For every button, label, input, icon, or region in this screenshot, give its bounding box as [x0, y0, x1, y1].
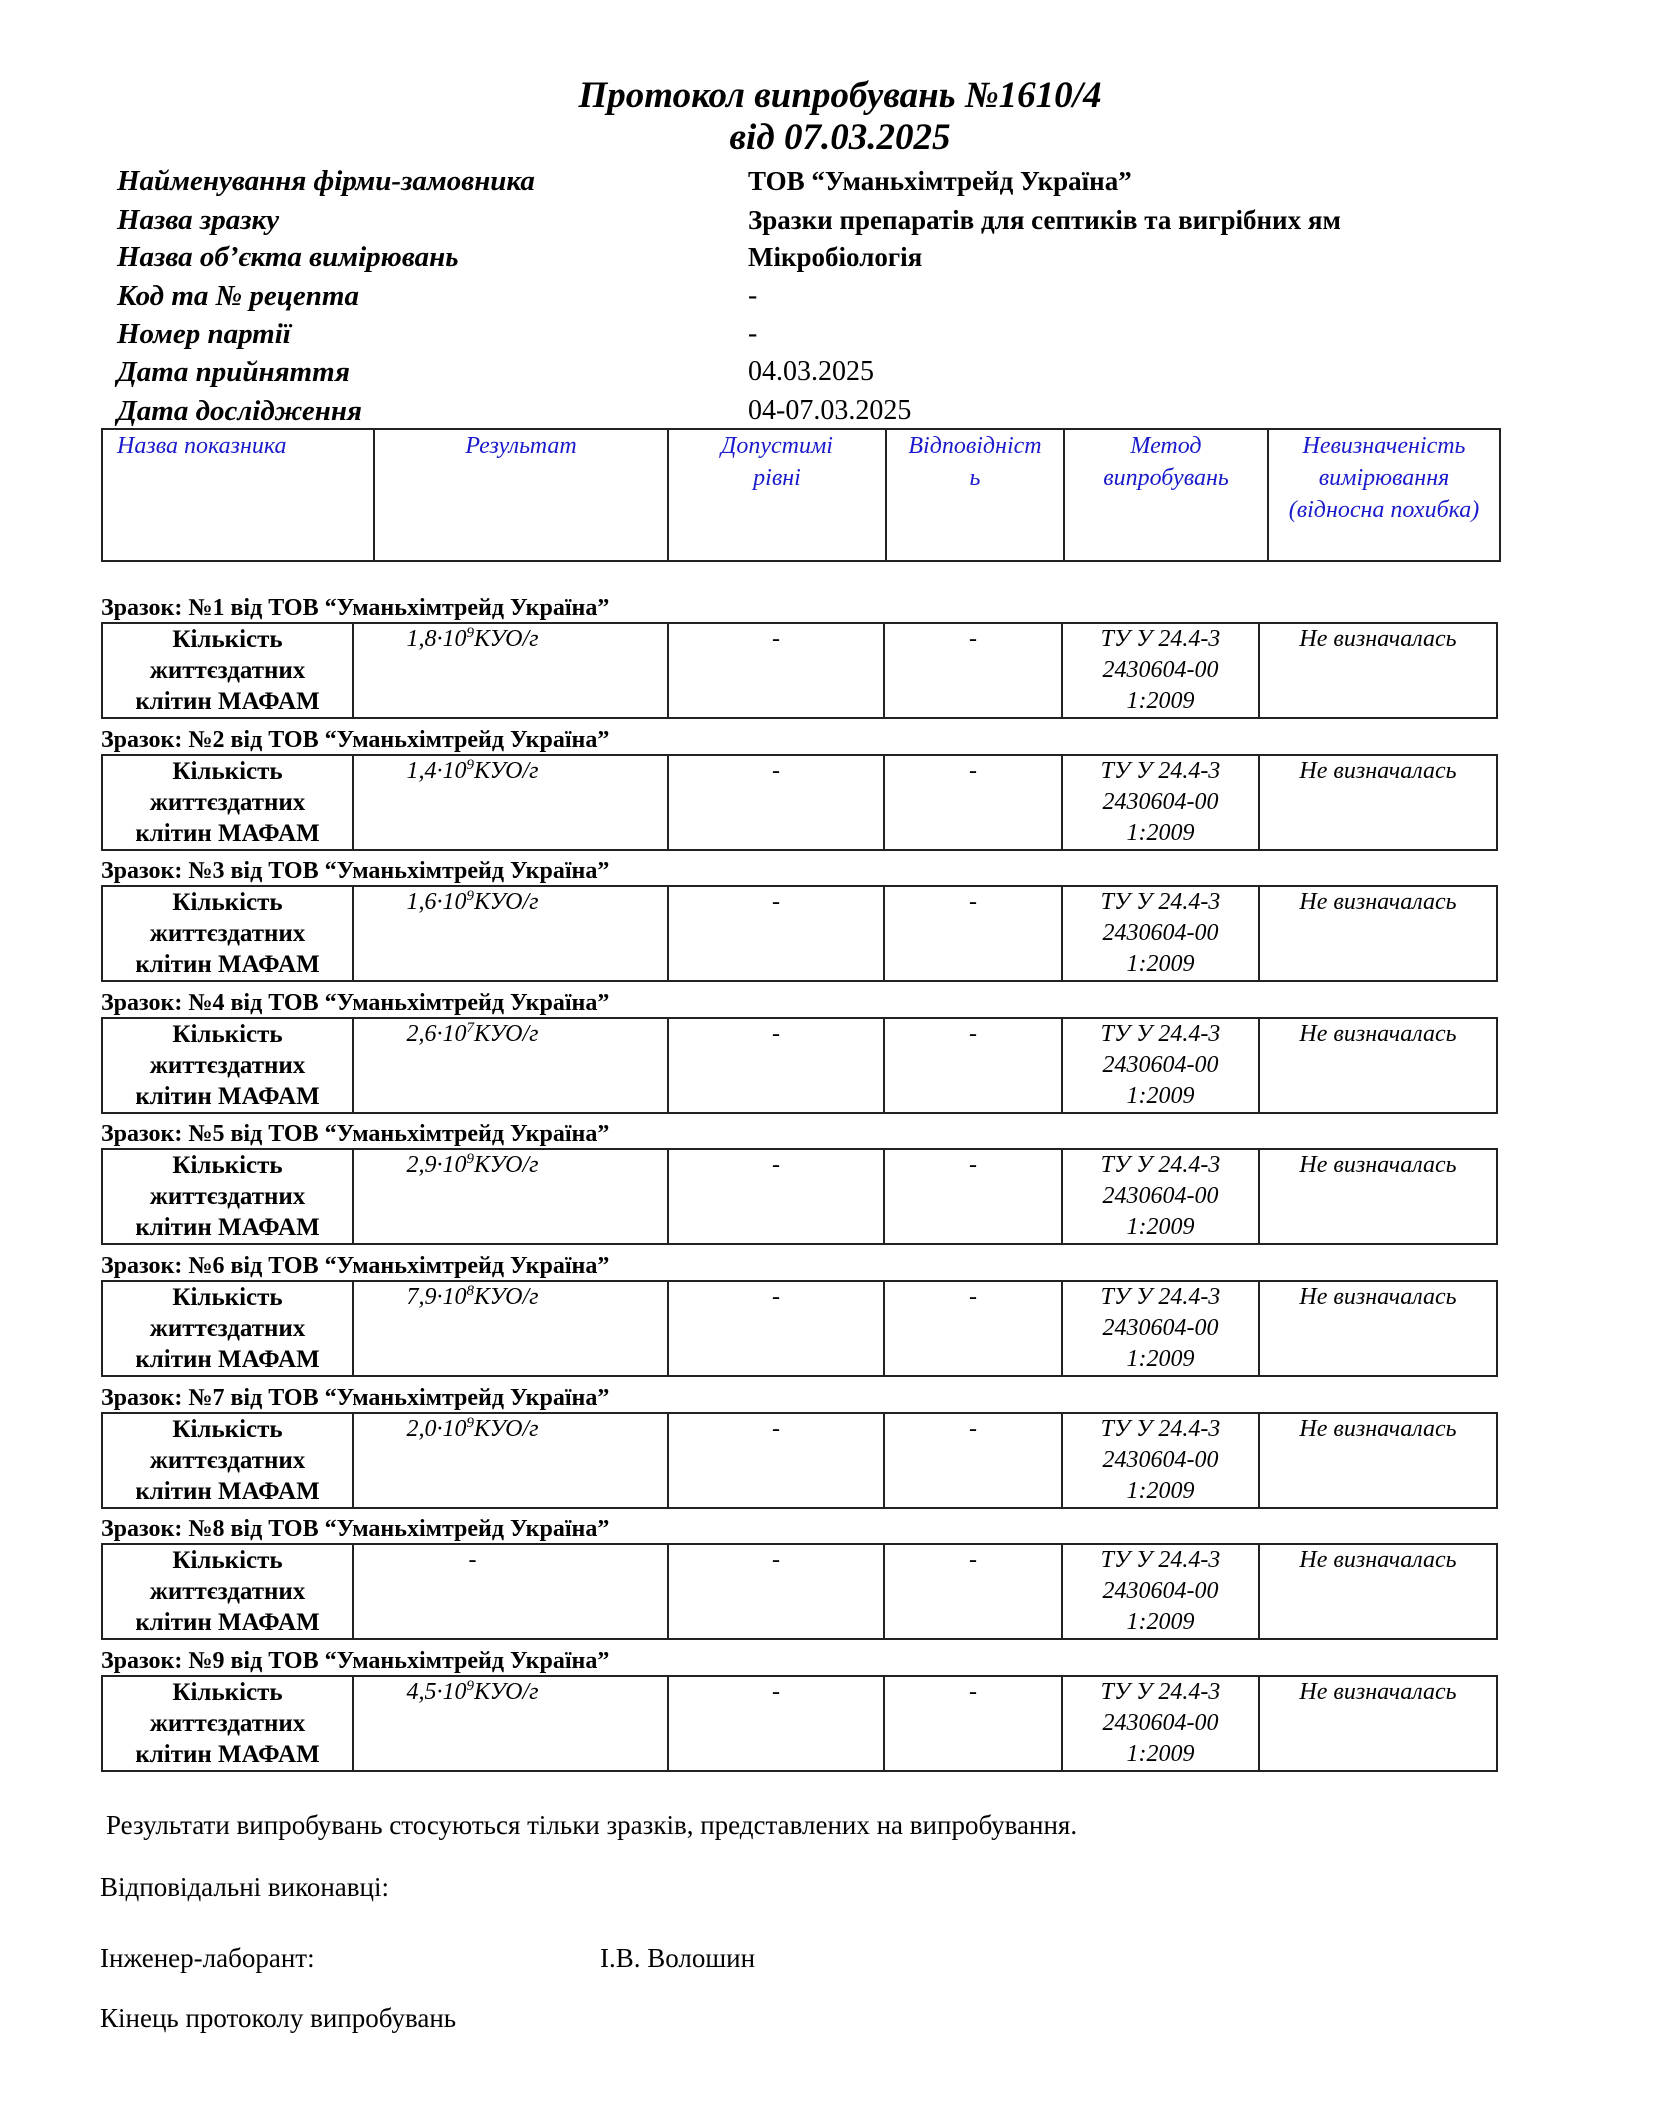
result-unit: КУО/г — [474, 1284, 539, 1310]
sample-table — [101, 885, 1498, 982]
result-unit: КУО/г — [474, 757, 539, 784]
result-exponent: 7 — [466, 1019, 474, 1036]
allowed-levels: - — [668, 1676, 884, 1771]
result-value — [353, 623, 668, 718]
info-value-sample-name: Зразки препаратів для септиків та вигрібних ям — [748, 205, 1341, 235]
sample-table — [101, 622, 1498, 719]
header-compliance: Відповідність — [886, 429, 1064, 561]
result-value — [353, 886, 668, 981]
sample-label: Зразок: №3 від ТОВ “Уманьхімтрейд Україна” — [101, 858, 610, 885]
info-label-recipe: Код та № рецепта — [117, 280, 359, 312]
compliance: - — [884, 1149, 1062, 1244]
sample-table — [101, 1412, 1498, 1509]
header-indicator-name: Назва показника — [102, 429, 374, 561]
result-mantissa: 1,4·10 — [406, 757, 467, 784]
info-value-customer: ТОВ “Уманьхімтрейд Україна” — [748, 166, 1132, 196]
sample-label: Зразок: №6 від ТОВ “Уманьхімтрейд Україна” — [101, 1253, 610, 1279]
result-value — [353, 1676, 668, 1771]
info-value-accept-date: 04.03.2025 — [748, 356, 874, 387]
uncertainty: Не визначалась — [1259, 1149, 1497, 1244]
header-allowed-levels: Допустимі рівні — [668, 429, 886, 561]
compliance: - — [884, 1413, 1062, 1508]
uncertainty: Не визначалась — [1259, 1676, 1497, 1771]
table-row — [102, 1413, 1497, 1508]
header-test-method: Метод випробувань — [1064, 429, 1268, 561]
test-method: ТУ У 24.4-32430604-001:2009 — [1062, 1413, 1259, 1508]
result-exponent: 9 — [466, 756, 474, 773]
info-value-batch: - — [748, 318, 758, 349]
indicator-name: Кількість життєздатних клітин МАФАМ — [102, 886, 353, 981]
sample-label: Зразок: №1 від ТОВ “Уманьхімтрейд Україна” — [101, 595, 610, 621]
result-exponent: 9 — [466, 888, 474, 905]
info-label-object: Назва об’єкта вимірювань — [117, 241, 459, 273]
compliance: - — [884, 623, 1062, 718]
uncertainty: Не визначалась — [1259, 1281, 1497, 1376]
result-mantissa: 1,8·10 — [406, 626, 467, 652]
test-method: ТУ У 24.4-32430604-001:2009 — [1062, 886, 1259, 981]
responsible-label: Відповідальні виконавці: — [100, 1872, 389, 1902]
sample-label: Зразок: №7 від ТОВ “Уманьхімтрейд Україна” — [101, 1384, 610, 1411]
allowed-levels: - — [668, 886, 884, 981]
document-date: від 07.03.2025 — [729, 117, 951, 158]
result-exponent: 9 — [466, 625, 474, 641]
info-label-customer: Найменування фірми-замовника — [117, 165, 535, 197]
result-mantissa: 2,9·10 — [406, 1152, 467, 1179]
compliance: - — [884, 1676, 1062, 1771]
disclaimer-text: Результати випробувань стосуються тільки зразків, представлених на випробування. — [106, 1810, 1078, 1840]
sample-table — [101, 1280, 1498, 1377]
indicator-name: Кількість життєздатних клітин МАФАМ — [102, 1281, 353, 1376]
info-label-batch: Номер партії — [117, 318, 291, 350]
sample-label: Зразок: №4 від ТОВ “Уманьхімтрейд Україна” — [101, 989, 610, 1016]
compliance: - — [884, 1281, 1062, 1376]
result-value — [353, 1544, 668, 1639]
table-row — [102, 1149, 1497, 1244]
allowed-levels: - — [668, 1281, 884, 1376]
result-value — [353, 1413, 668, 1508]
table-row — [102, 1544, 1497, 1639]
table-row — [102, 755, 1497, 850]
indicator-name: Кількість життєздатних клітин МАФАМ — [102, 623, 353, 718]
result-mantissa: 1,6·10 — [406, 889, 467, 916]
header-uncertainty: Невизначеність вимірювання (відносна похибка) — [1268, 429, 1500, 561]
compliance: - — [884, 886, 1062, 981]
test-method: ТУ У 24.4-32430604-001:2009 — [1062, 1281, 1259, 1376]
compliance: - — [884, 1544, 1062, 1639]
test-method: ТУ У 24.4-32430604-001:2009 — [1062, 1676, 1259, 1771]
engineer-name: І.В. Волошин — [600, 1943, 756, 1973]
result-mantissa: 7,9·10 — [406, 1284, 467, 1310]
sample-label: Зразок: №9 від ТОВ “Уманьхімтрейд Україна” — [101, 1647, 610, 1674]
document-title: Протокол випробувань №1610/4 — [578, 75, 1102, 116]
info-label-accept-date: Дата прийняття — [117, 356, 350, 388]
uncertainty: Не визначалась — [1259, 1413, 1497, 1508]
uncertainty: Не визначалась — [1259, 886, 1497, 981]
result-exponent: 9 — [466, 1414, 474, 1431]
result-mantissa: 2,6·10 — [406, 1020, 467, 1047]
test-method: ТУ У 24.4-32430604-001:2009 — [1062, 755, 1259, 850]
indicator-name: Кількість життєздатних клітин МАФАМ — [102, 1544, 353, 1639]
uncertainty: Не визначалась — [1259, 1544, 1497, 1639]
table-row — [102, 1018, 1497, 1113]
allowed-levels: - — [668, 623, 884, 718]
uncertainty: Не визначалась — [1259, 1018, 1497, 1113]
uncertainty: Не визначалась — [1259, 755, 1497, 850]
test-method: ТУ У 24.4-32430604-001:2009 — [1062, 1018, 1259, 1113]
result-mantissa: - — [468, 1547, 477, 1574]
info-value-study-date: 04-07.03.2025 — [748, 395, 912, 426]
indicator-name: Кількість життєздатних клітин МАФАМ — [102, 1413, 353, 1508]
result-unit: КУО/г — [474, 1152, 539, 1179]
results-table-header — [101, 428, 1501, 562]
sample-table — [101, 1675, 1498, 1772]
result-value — [353, 755, 668, 850]
result-exponent: 8 — [466, 1283, 474, 1299]
allowed-levels: - — [668, 1149, 884, 1244]
test-method: ТУ У 24.4-32430604-001:2009 — [1062, 1149, 1259, 1244]
result-unit: КУО/г — [474, 889, 539, 916]
engineer-role: Інженер-лаборант: — [100, 1943, 315, 1973]
uncertainty: Не визначалась — [1259, 623, 1497, 718]
sample-table — [101, 754, 1498, 851]
result-unit: КУО/г — [474, 1415, 539, 1442]
indicator-name: Кількість життєздатних клітин МАФАМ — [102, 755, 353, 850]
sample-table — [101, 1017, 1498, 1114]
compliance: - — [884, 1018, 1062, 1113]
table-row — [102, 1676, 1497, 1771]
result-unit: КУО/г — [474, 1020, 539, 1047]
allowed-levels: - — [668, 1413, 884, 1508]
indicator-name: Кількість життєздатних клітин МАФАМ — [102, 1676, 353, 1771]
result-mantissa: 2,0·10 — [406, 1415, 467, 1442]
sample-label: Зразок: №2 від ТОВ “Уманьхімтрейд Україна” — [101, 726, 610, 753]
table-row — [102, 623, 1497, 718]
table-row — [102, 1281, 1497, 1376]
compliance: - — [884, 755, 1062, 850]
header-result: Результат — [374, 429, 668, 561]
sample-label: Зразок: №8 від ТОВ “Уманьхімтрейд Україна” — [101, 1516, 610, 1543]
test-method: ТУ У 24.4-32430604-001:2009 — [1062, 1544, 1259, 1639]
info-value-object: Мікробіологія — [748, 242, 923, 272]
info-label-study-date: Дата дослідження — [117, 395, 362, 427]
result-value — [353, 1149, 668, 1244]
result-value — [353, 1281, 668, 1376]
sample-table — [101, 1148, 1498, 1245]
sample-label: Зразок: №5 від ТОВ “Уманьхімтрейд Україна” — [101, 1121, 610, 1148]
allowed-levels: - — [668, 755, 884, 850]
result-value — [353, 1018, 668, 1113]
info-value-recipe: - — [748, 280, 758, 311]
result-mantissa: 4,5·10 — [406, 1678, 467, 1705]
result-exponent: 9 — [466, 1151, 474, 1168]
info-label-sample-name: Назва зразку — [117, 204, 280, 236]
allowed-levels: - — [668, 1018, 884, 1113]
sample-table — [101, 1543, 1498, 1640]
indicator-name: Кількість життєздатних клітин МАФАМ — [102, 1018, 353, 1113]
indicator-name: Кількість життєздатних клітин МАФАМ — [102, 1149, 353, 1244]
end-of-protocol: Кінець протоколу випробувань — [100, 2003, 457, 2033]
result-exponent: 9 — [466, 1677, 474, 1694]
allowed-levels: - — [668, 1544, 884, 1639]
table-row — [102, 886, 1497, 981]
result-unit: КУО/г — [474, 1678, 539, 1705]
test-method: ТУ У 24.4-32430604-001:2009 — [1062, 623, 1259, 718]
result-unit: КУО/г — [474, 626, 539, 652]
